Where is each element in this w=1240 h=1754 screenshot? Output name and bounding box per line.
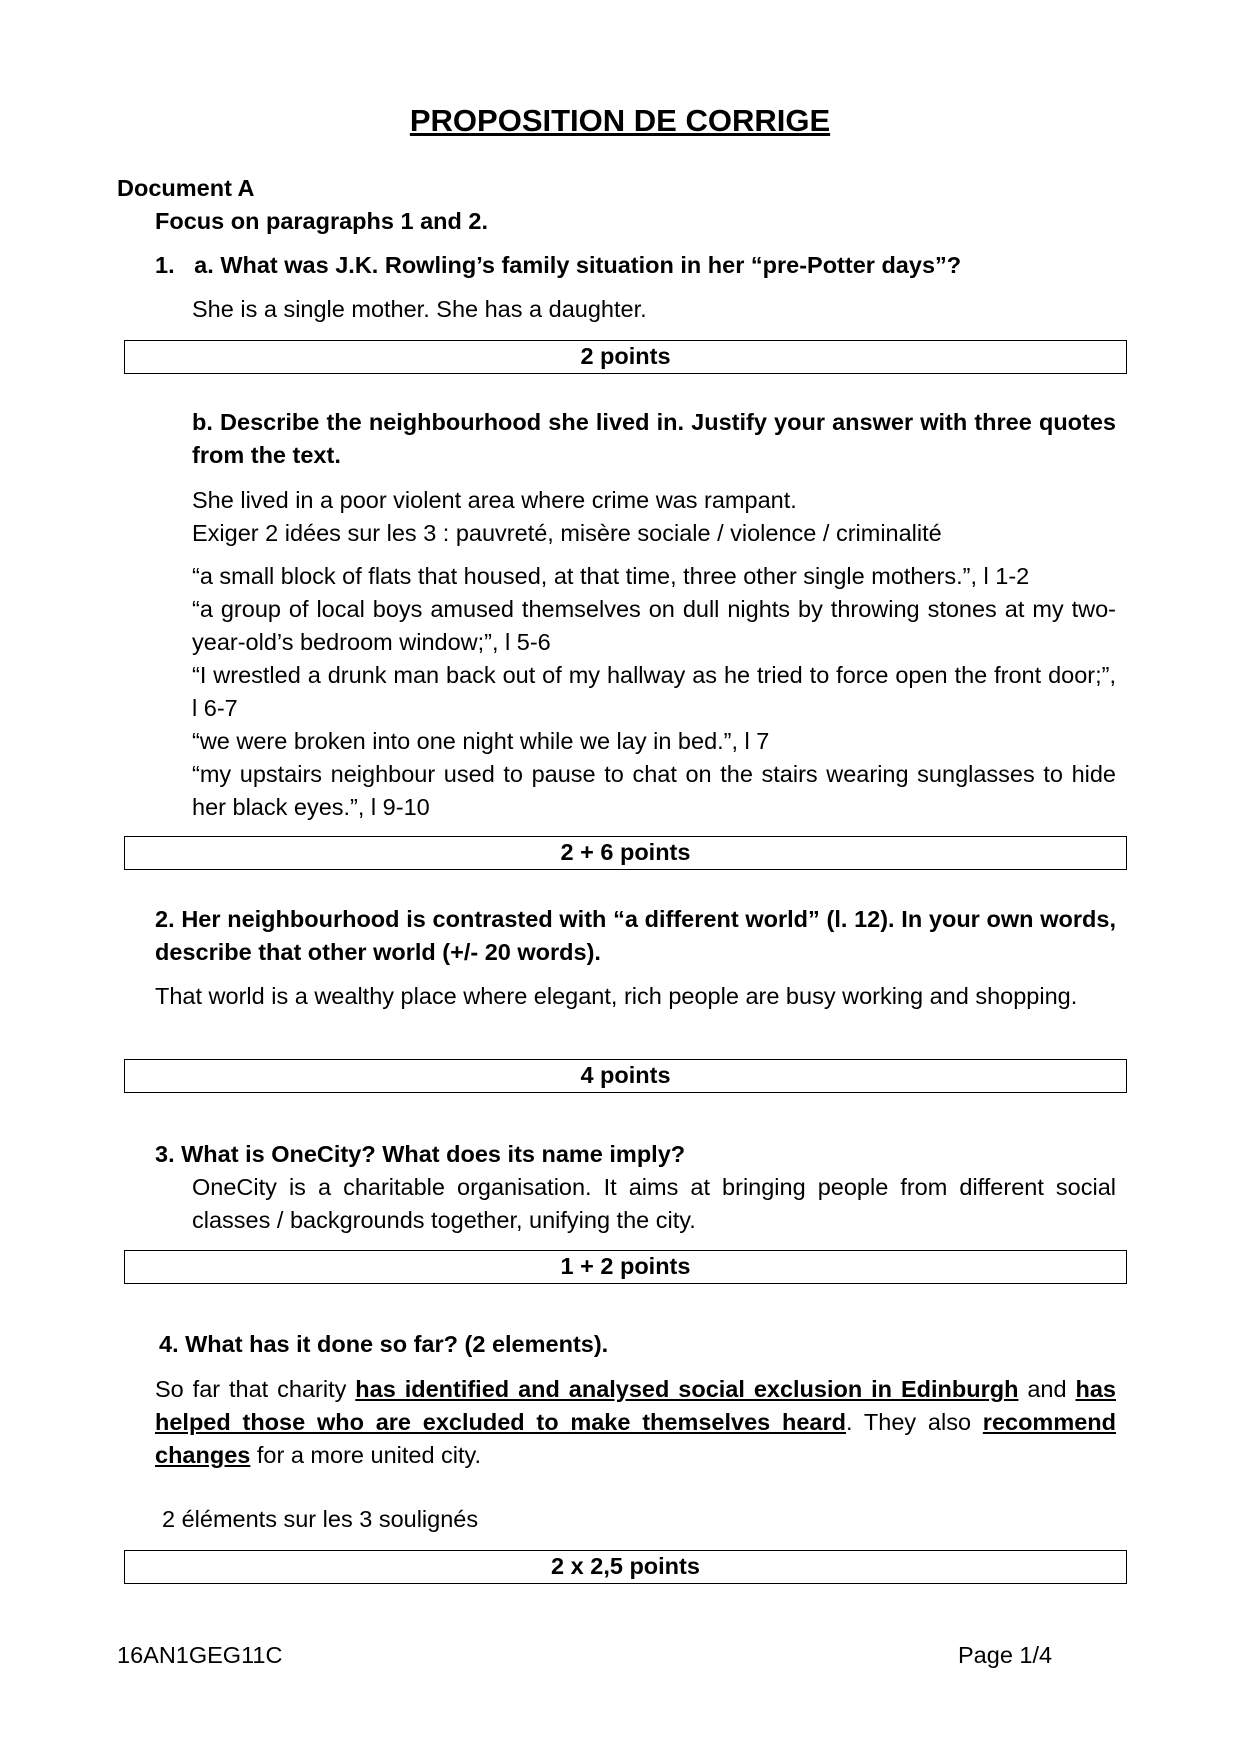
document-code: 16AN1GEG11C	[117, 1642, 283, 1668]
answer-4-element-1: has identified and analysed social exclusion in Edinburgh	[355, 1376, 1019, 1402]
focus-instruction: Focus on paragraphs 1 and 2.	[155, 208, 488, 234]
points-box-2: 4 points	[124, 1059, 1127, 1093]
points-box-1b: 2 + 6 points	[124, 836, 1127, 870]
answer-4-text: and	[1018, 1376, 1076, 1402]
quote-item: “we were broken into one night while we lay in bed.”, l 7	[192, 728, 770, 754]
answer-4-element-2: has helped those who are excluded to make themselves heard	[155, 1376, 1116, 1435]
note-4: 2 éléments sur les 3 soulignés	[162, 1506, 479, 1532]
points-box-3: 1 + 2 points	[124, 1250, 1127, 1284]
quote-item: “I wrestled a drunk man back out of my hallway as he tried to force open the front door;”, l 6-7	[192, 662, 1116, 721]
answer-4-text: for a more united city.	[250, 1442, 482, 1468]
answer-4-text: . They also	[846, 1409, 983, 1435]
points-box-1a: 2 points	[124, 340, 1127, 374]
question-3: 3. What is OneCity? What does its name imply?	[155, 1141, 686, 1167]
quotes-list	[192, 560, 1116, 824]
answer-4	[155, 1373, 1116, 1472]
answer-1b-line1: She lived in a poor violent area where crime was rampant.	[192, 487, 797, 513]
quote-item: “a group of local boys amused themselves on dull nights by throwing stones at my two-year-old’s bedroom window;”, l 5-6	[192, 596, 1116, 655]
page-number: Page 1/4	[958, 1642, 1053, 1668]
answer-1a: She is a single mother. She has a daughter.	[192, 296, 647, 322]
question-1b: b. Describe the neighbourhood she lived in. Justify your answer with three quotes from the text.	[192, 409, 1116, 468]
document-label: Document A	[117, 175, 255, 201]
answer-3: OneCity is a charitable organisation. It aims at bringing people from different social classes / backgrounds together, unifying the city.	[192, 1174, 1116, 1233]
question-1a: 1. a. What was J.K. Rowling’s family situation in her “pre-Potter days”?	[155, 252, 962, 278]
answer-2: That world is a wealthy place where elegant, rich people are busy working and shopping.	[155, 983, 1078, 1009]
page-title: PROPOSITION DE CORRIGE	[409, 103, 831, 138]
quote-item: “a small block of flats that housed, at that time, three other single mothers.”, l 1-2	[192, 563, 1030, 589]
question-2: 2. Her neighbourhood is contrasted with “a different world” (l. 12). In your own words, describe that other world (+/- 20 words).	[155, 906, 1116, 965]
quote-item: “my upstairs neighbour used to pause to chat on the stairs wearing sunglasses to hide her black eyes.”, l 9-10	[192, 761, 1116, 820]
question-4: 4. What has it done so far? (2 elements).	[159, 1331, 609, 1357]
points-box-4: 2 x 2,5 points	[124, 1550, 1127, 1584]
answer-4-element-3: recommend changes	[155, 1409, 1117, 1468]
answer-4-text: So far that charity	[155, 1376, 356, 1402]
answer-1b-line2: Exiger 2 idées sur les 3 : pauvreté, misère sociale / violence / criminalité	[192, 520, 942, 546]
